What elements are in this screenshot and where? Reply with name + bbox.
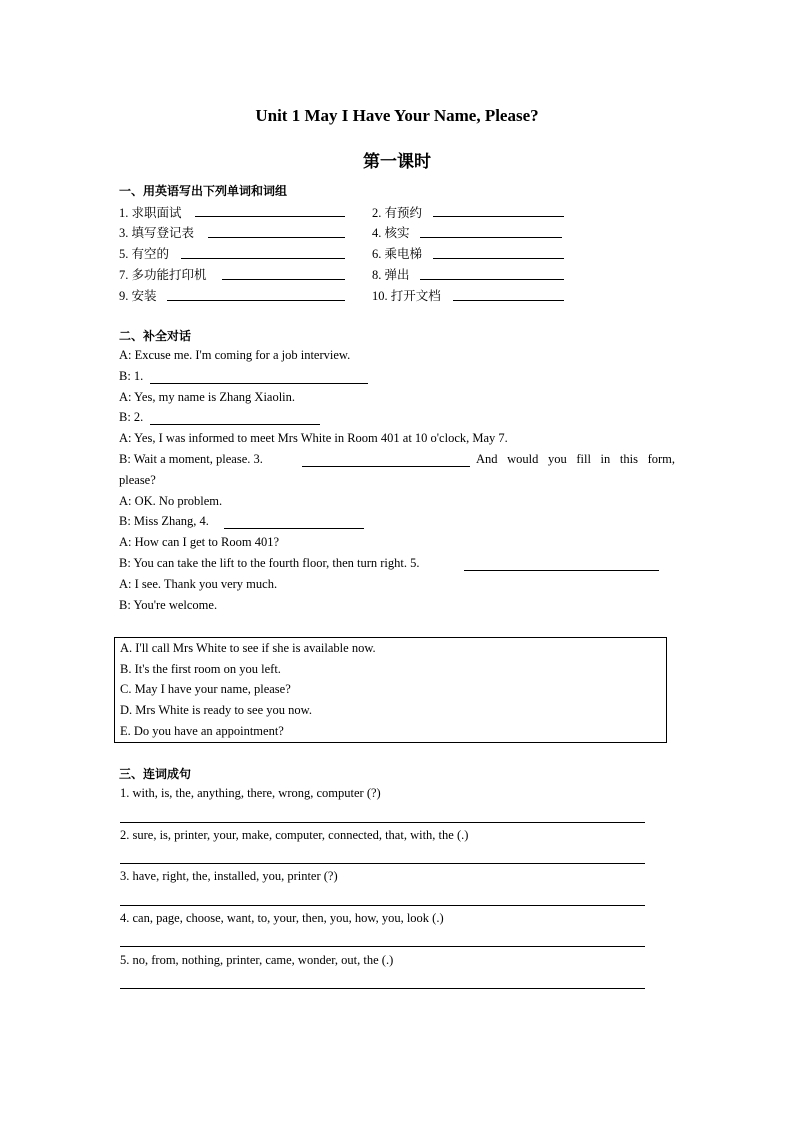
dialogue-line: A: OK. No problem. xyxy=(119,494,223,508)
sentence-prompt-3: 3. have, right, the, installed, you, printer (?) xyxy=(120,869,338,883)
sentence-prompt-5: 5. no, from, nothing, printer, came, wonder, out, the (.) xyxy=(120,953,394,967)
option-c: C. May I have your name, please? xyxy=(120,682,291,696)
answer-line-5[interactable] xyxy=(181,258,345,259)
vocab-item-10: 10. 打开文档 xyxy=(372,289,441,303)
section3-heading: 三、连词成句 xyxy=(119,767,192,781)
answer-line-10[interactable] xyxy=(453,300,564,301)
dialogue-blank-5[interactable] xyxy=(464,570,659,571)
dialogue-line: A: I see. Thank you very much. xyxy=(119,577,278,591)
dialogue-line: B: 2. xyxy=(119,410,144,424)
option-a: A. I'll call Mrs White to see if she is available now. xyxy=(120,641,376,655)
vocab-item-5: 5. 有空的 xyxy=(119,247,170,261)
dialogue-blank-1[interactable] xyxy=(150,383,368,384)
answer-line-6[interactable] xyxy=(433,258,564,259)
section2-heading: 二、补全对话 xyxy=(119,329,192,343)
page-title: Unit 1 May I Have Your Name, Please? xyxy=(255,106,539,125)
vocab-item-8: 8. 弹出 xyxy=(372,268,410,282)
sentence-prompt-2: 2. sure, is, printer, your, make, computer, connected, that, with, the (.) xyxy=(120,828,469,842)
dialogue-line: B: Wait a moment, please. 3. xyxy=(119,452,263,466)
vocab-item-1: 1. 求职面试 xyxy=(119,206,182,220)
dialogue-blank-4[interactable] xyxy=(224,528,364,529)
section1-heading: 一、用英语写出下列单词和词组 xyxy=(119,184,288,198)
answer-line-7[interactable] xyxy=(222,279,345,280)
option-e: E. Do you have an appointment? xyxy=(120,724,284,738)
options-box xyxy=(114,637,667,743)
option-b: B. It's the first room on you left. xyxy=(120,662,281,676)
sentence-answer-line-2[interactable] xyxy=(120,863,645,864)
answer-line-3[interactable] xyxy=(208,237,345,238)
dialogue-line: And would you fill in this form, xyxy=(476,452,675,466)
dialogue-line: A: How can I get to Room 401? xyxy=(119,535,280,549)
lesson-subtitle: 第一课时 xyxy=(363,152,431,172)
vocab-item-3: 3. 填写登记表 xyxy=(119,226,195,240)
sentence-prompt-1: 1. with, is, the, anything, there, wrong, computer (?) xyxy=(120,786,381,800)
answer-line-4[interactable] xyxy=(420,237,562,238)
dialogue-line: B: You can take the lift to the fourth floor, then turn right. 5. xyxy=(119,556,420,570)
dialogue-blank-3[interactable] xyxy=(302,466,470,467)
answer-line-8[interactable] xyxy=(420,279,564,280)
dialogue-blank-2[interactable] xyxy=(150,424,320,425)
vocab-item-4: 4. 核实 xyxy=(372,226,410,240)
dialogue-line: B: Miss Zhang, 4. xyxy=(119,514,209,528)
dialogue-line: A: Yes, my name is Zhang Xiaolin. xyxy=(119,390,296,404)
sentence-prompt-4: 4. can, page, choose, want, to, your, then, you, how, you, look (.) xyxy=(120,911,444,925)
dialogue-line: please? xyxy=(119,473,156,487)
sentence-answer-line-5[interactable] xyxy=(120,988,645,989)
dialogue-line: A: Yes, I was informed to meet Mrs White in Room 401 at 10 o'clock, May 7. xyxy=(119,431,508,445)
dialogue-line: B: 1. xyxy=(119,369,144,383)
vocab-item-9: 9. 安装 xyxy=(119,289,157,303)
vocab-item-7: 7. 多功能打印机 xyxy=(119,268,207,282)
vocab-item-2: 2. 有预约 xyxy=(372,206,423,220)
sentence-answer-line-3[interactable] xyxy=(120,905,645,906)
answer-line-1[interactable] xyxy=(195,216,345,217)
dialogue-line: B: You're welcome. xyxy=(119,598,218,612)
answer-line-9[interactable] xyxy=(167,300,345,301)
sentence-answer-line-4[interactable] xyxy=(120,946,645,947)
vocab-item-6: 6. 乘电梯 xyxy=(372,247,423,261)
option-d: D. Mrs White is ready to see you now. xyxy=(120,703,312,717)
dialogue-line: A: Excuse me. I'm coming for a job interview. xyxy=(119,348,351,362)
answer-line-2[interactable] xyxy=(433,216,564,217)
sentence-answer-line-1[interactable] xyxy=(120,822,645,823)
